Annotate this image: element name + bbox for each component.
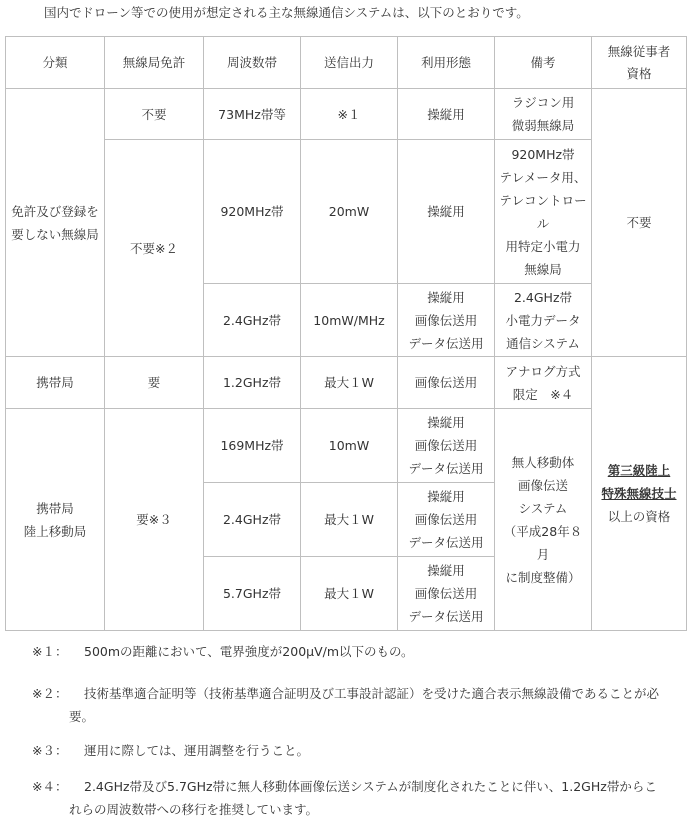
- cell-frequency: 5.7GHz帯: [204, 557, 301, 631]
- table-row: [6, 140, 687, 284]
- cell-license: 不要※２: [105, 140, 204, 357]
- radio-systems-table: [5, 36, 687, 631]
- intro-text: 国内でドローン等での使用が想定される主な無線通信システムは、以下のとおりです。: [44, 5, 529, 20]
- cell-frequency: 2.4GHz帯: [204, 483, 301, 557]
- cell-power: 最大１W: [301, 557, 398, 631]
- cell-remarks: アナログ方式 限定 ※４: [495, 357, 592, 409]
- footnote-text-continued: れらの周波数帯への移行を推奨しています。: [69, 802, 319, 817]
- cell-license: 要※３: [105, 409, 204, 631]
- header-power: 送信出力: [301, 37, 398, 89]
- footnote-mark: ※１：: [32, 644, 68, 659]
- cell-remarks: 920MHz帯 テレメータ用、 テレコントロー ル 用特定小電力 無線局: [495, 140, 592, 284]
- cell-frequency: 920MHz帯: [204, 140, 301, 284]
- cell-operator: [592, 357, 687, 631]
- cell-power: ※１: [301, 89, 398, 140]
- cell-usage: 操縦用 画像伝送用 データ伝送用: [398, 483, 495, 557]
- cell-frequency: 73MHz帯等: [204, 89, 301, 140]
- cell-power: 10mW/MHz: [301, 284, 398, 357]
- footnote-mark: ※４：: [32, 779, 68, 794]
- cell-license: 要: [105, 357, 204, 409]
- footnote-2: [32, 682, 688, 728]
- header-usage: 利用形態: [398, 37, 495, 89]
- cell-category: 免許及び登録を 要しない無線局: [6, 89, 105, 357]
- header-category: 分類: [6, 37, 105, 89]
- cell-license: 不要: [105, 89, 204, 140]
- table-row: [6, 357, 687, 409]
- table-header-row: [6, 37, 687, 89]
- cell-category: 携帯局: [6, 357, 105, 409]
- header-operator: 無線従事者 資格: [592, 37, 687, 89]
- table-row: [6, 409, 687, 483]
- cell-frequency: 2.4GHz帯: [204, 284, 301, 357]
- table-row: [6, 89, 687, 140]
- cell-usage: 操縦用: [398, 140, 495, 284]
- cell-remarks: 2.4GHz帯 小電力データ 通信システム: [495, 284, 592, 357]
- cell-power: 20mW: [301, 140, 398, 284]
- header-license: 無線局免許: [105, 37, 204, 89]
- cell-frequency: 169MHz帯: [204, 409, 301, 483]
- header-remarks: 備考: [495, 37, 592, 89]
- footnote-1: [32, 640, 688, 663]
- cell-power: 10mW: [301, 409, 398, 483]
- header-frequency: 周波数帯: [204, 37, 301, 89]
- cell-usage: 操縦用 画像伝送用 データ伝送用: [398, 284, 495, 357]
- cell-usage: 操縦用 画像伝送用 データ伝送用: [398, 557, 495, 631]
- cell-category: 携帯局 陸上移動局: [6, 409, 105, 631]
- footnote-text-continued: 要。: [69, 709, 95, 724]
- cell-frequency: 1.2GHz帯: [204, 357, 301, 409]
- operator-qualification-link[interactable]: 第三級陸上 特殊無線技士: [601, 463, 677, 501]
- footnote-4: [32, 775, 688, 821]
- footnote-mark: ※３：: [32, 743, 68, 758]
- cell-operator: 不要: [592, 89, 687, 357]
- footnote-text: 技術基準適合証明等（技術基準適合証明及び工事設計認証）を受けた適合表示無線設備であることが必: [84, 686, 660, 701]
- cell-usage: 操縦用 画像伝送用 データ伝送用: [398, 409, 495, 483]
- footnote-text: 2.4GHz帯及び5.7GHz帯に無人移動体画像伝送システムが制度化されたことに伴い、1.2GHz帯からこ: [84, 779, 657, 794]
- cell-remarks: ラジコン用 微弱無線局: [495, 89, 592, 140]
- operator-qualification-suffix: 以上の資格: [607, 509, 671, 524]
- cell-remarks: 無人移動体 画像伝送 システム （平成28年８ 月 に制度整備）: [495, 409, 592, 631]
- cell-power: 最大１W: [301, 357, 398, 409]
- footnote-text: 運用に際しては、運用調整を行うこと。: [84, 743, 310, 758]
- footnote-3: [32, 739, 688, 762]
- footnote-mark: ※２：: [32, 686, 68, 701]
- footnote-text: 500mの距離において、電界強度が200μV/m以下のもの。: [84, 644, 414, 659]
- cell-usage: 操縦用: [398, 89, 495, 140]
- cell-usage: 画像伝送用: [398, 357, 495, 409]
- cell-power: 最大１W: [301, 483, 398, 557]
